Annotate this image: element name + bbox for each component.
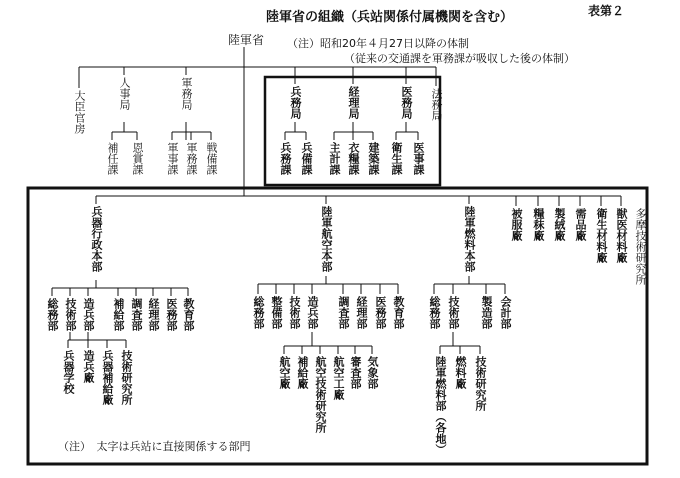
node-daijin-kanbo: 大臣官房 (73, 90, 86, 134)
node-koku-chosa: 調査部 (337, 296, 350, 329)
node-senbi-ka: 戦備課 (205, 142, 218, 175)
node-heibi-ka: 兵備課 (300, 142, 313, 175)
node-kokusho: 航空廠 (278, 356, 291, 389)
node-koku-keiri: 経理部 (355, 296, 368, 329)
node-nenryo-honbu: 陸軍燃料本部 (463, 206, 476, 272)
node-eisei-zairyosho: 衛生材料廠 (595, 208, 608, 263)
node-koku-kenkyujo: 航空技術研究所 (314, 356, 327, 433)
node-heiki-somu: 総務部 (46, 298, 59, 331)
node-koku-kosho: 航空工廠 (332, 356, 345, 400)
node-nenryo-somu: 総務部 (428, 296, 441, 329)
node-heiki-honbu: 兵器行政本部 (90, 206, 103, 272)
node-hifukusho: 被服廠 (510, 208, 523, 241)
note-line-1: （注）昭和20年４月27日以降の体制 (287, 37, 469, 50)
node-ryomatsusho: 糧秣廠 (532, 208, 545, 241)
node-koku-hokyusho: 補給廠 (296, 356, 309, 389)
table-number: 表第２ (588, 4, 625, 18)
node-shukei-ka: 主計課 (328, 142, 341, 175)
node-koku-honbu: 陸軍航空本部 (320, 206, 333, 272)
node-koku-somu: 総務部 (252, 296, 265, 329)
node-nenryo-gijutsu: 技術部 (447, 296, 460, 329)
node-heiki-gakko: 兵器学校 (62, 350, 75, 394)
node-heiki-zouhei: 造兵部 (82, 298, 95, 331)
node-koku-kisho: 気象部 (366, 356, 379, 389)
node-juhinsho: 需品廠 (574, 208, 587, 241)
node-heiki-imu: 医務部 (165, 298, 178, 331)
node-koku-shinsa: 審査部 (349, 356, 362, 389)
node-juui-zairyosho: 獣医材料廠 (615, 208, 628, 263)
node-homu-kyoku: 法務局 (430, 88, 443, 121)
node-iryo-ka: 衣糧課 (347, 142, 360, 175)
node-keiri-kyoku: 経理局 (347, 86, 360, 119)
node-koku-kyoiku: 教育部 (392, 296, 405, 329)
node-koku-gijutsu: 技術部 (288, 296, 301, 329)
node-heimu-kyoku: 兵務局 (289, 86, 302, 119)
node-eisei-ka: 衛生課 (390, 142, 403, 175)
node-koku-imu: 医務部 (374, 296, 387, 329)
node-onsho-ka: 恩賞課 (131, 142, 144, 175)
node-nenryo-bu: 陸軍燃料部（各地） (434, 356, 447, 455)
node-heimu-ka: 兵務課 (279, 142, 292, 175)
node-heiki-gijutsu: 技術部 (64, 298, 77, 331)
node-tama-kenkyujo: 多摩技術研究所 (634, 208, 647, 285)
node-heiki-kenkyujo: 技術研究所 (120, 350, 133, 405)
node-kenchiku-ka: 建築課 (367, 142, 380, 175)
node-nenryo-sho: 燃料廠 (454, 356, 467, 389)
root-node: 陸軍省 (228, 33, 265, 47)
node-heiki-kyoiku: 教育部 (182, 298, 195, 331)
node-koku-zouhei: 造兵部 (306, 296, 319, 329)
footnote: （注） 太字は兵站に直接関係する部門 (58, 440, 251, 453)
node-koku-seibi: 整備部 (270, 296, 283, 329)
page-title: 陸軍省の組織（兵站関係付属機関を含む） (266, 10, 514, 25)
node-nenryo-seizo: 製造部 (480, 296, 493, 329)
node-jinji-kyoku: 人事局 (118, 77, 131, 110)
node-zouheisho: 造兵廠 (82, 350, 95, 383)
node-seijusho: 製絨廠 (553, 208, 566, 241)
node-iji-ka: 医事課 (412, 142, 425, 175)
node-nenryo-kenkyujo: 技術研究所 (474, 356, 487, 411)
node-nenryo-kaikei: 会計部 (499, 296, 512, 329)
node-heiki-hokyusho: 兵器補給廠 (101, 350, 114, 405)
node-heiki-hokyu: 補給部 (112, 298, 125, 331)
node-hoyo-ka: 補任課 (106, 142, 119, 175)
node-imu-kyoku: 医務局 (400, 86, 413, 119)
node-gunmu-ka: 軍務課 (185, 142, 198, 175)
node-heiki-chosa: 調査部 (130, 298, 143, 331)
node-gunmu-kyoku: 軍務局 (180, 77, 193, 110)
node-heiki-keiri: 経理部 (147, 298, 160, 331)
note-line-2: （従来の交通課を軍務課が吸収した後の体制） (344, 52, 575, 65)
node-gunji-ka: 軍事課 (166, 142, 179, 175)
